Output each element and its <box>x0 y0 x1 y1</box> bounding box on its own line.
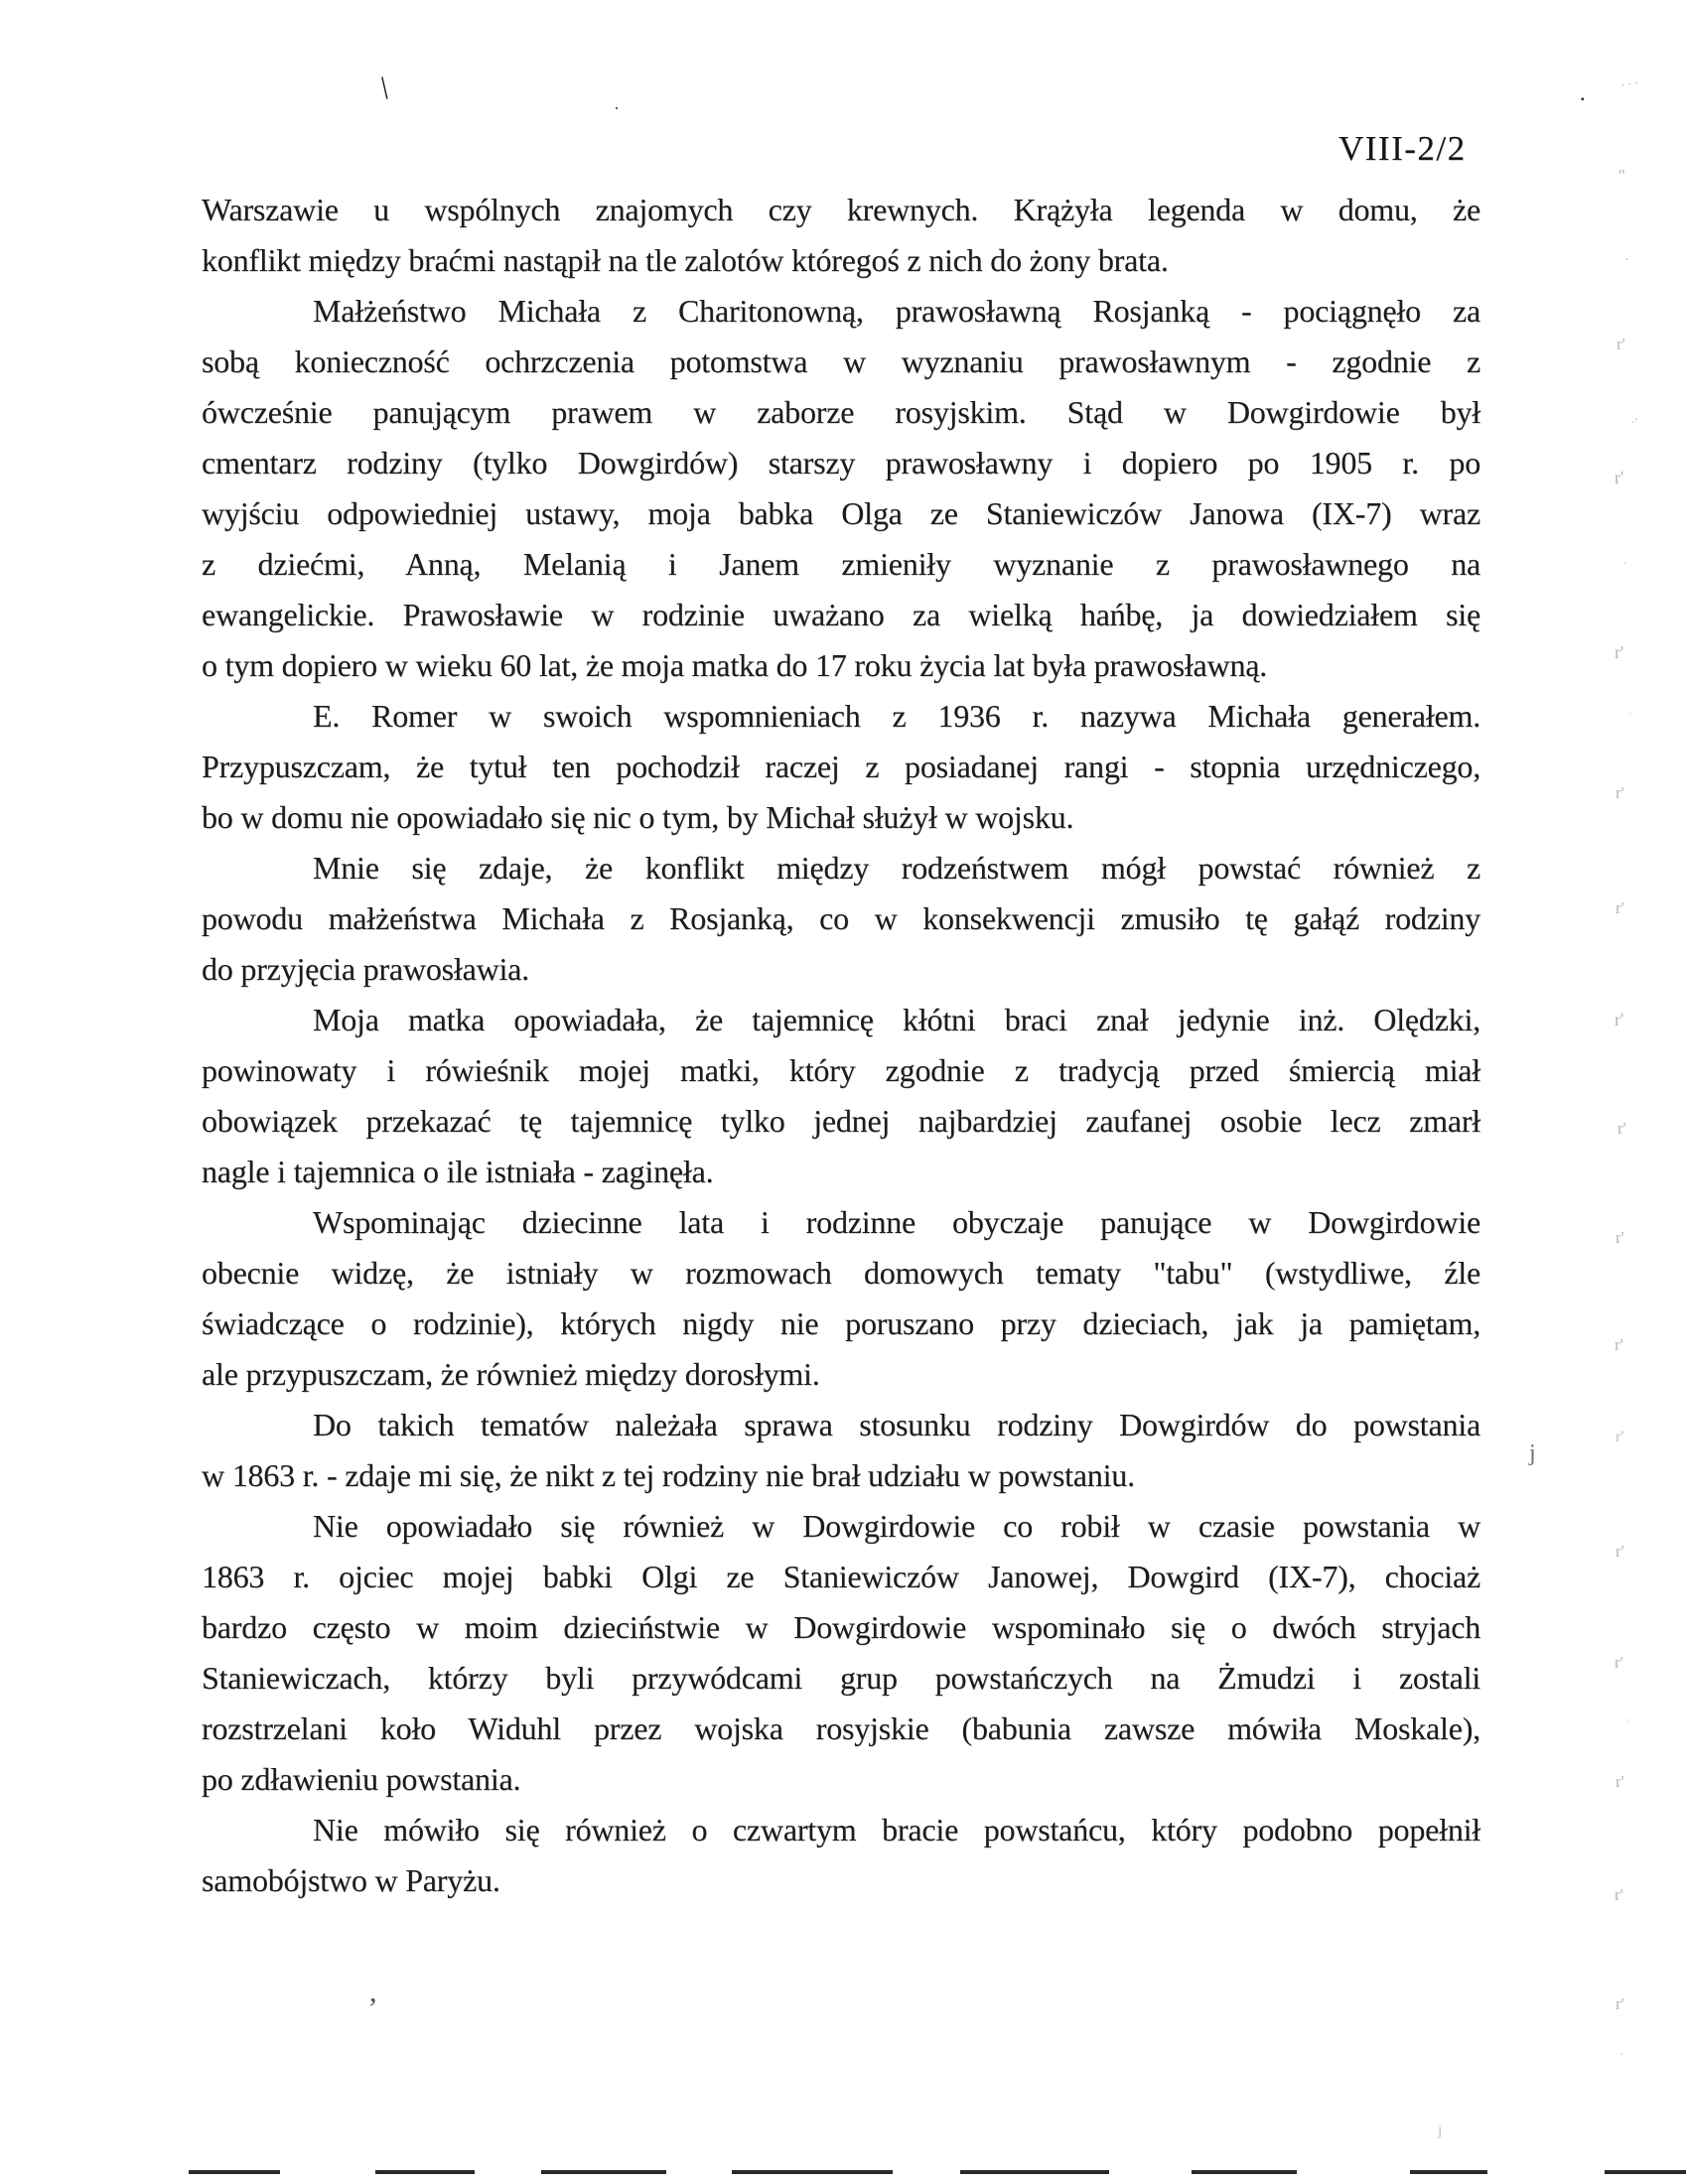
text-line: bo w domu nie opowiadało się nic o tym, by Michał służył w wojsku. <box>202 799 1074 835</box>
text-block <box>202 185 1480 1906</box>
text-line: Przypuszczam, że tytuł ten pochodził raczej z posiadanej rangi - stopnia urzędniczego, <box>202 749 1480 784</box>
text-line: Nie mówiło się również o czwartym bracie powstańcu, który podobno popełnił <box>313 1812 1480 1847</box>
scan-artifact: r' <box>1618 1119 1626 1138</box>
scan-artifact: · <box>1619 2048 1624 2063</box>
scan-artifact: r' <box>1615 1653 1623 1672</box>
paragraph <box>202 843 1480 995</box>
text-line: cmentarz rodziny (tylko Dowgirdów) starszy prawosławny i dopiero po 1905 r. po <box>202 445 1480 480</box>
scan-artifact: r' <box>1616 1542 1624 1561</box>
text-line: z dziećmi, Anną, Melanią i Janem zmieniły wyznanie z prawosławnego na <box>202 546 1480 582</box>
scan-artifact: ·' <box>1630 416 1638 431</box>
scan-artifact: r' <box>1616 1772 1624 1791</box>
scan-artifact: · <box>1628 706 1633 721</box>
text-line: ale przypuszczam, że również między dorosłymi. <box>202 1356 820 1392</box>
scan-artifact: j <box>1438 2123 1443 2139</box>
scan-artifact: r' <box>1617 335 1625 353</box>
paragraph <box>202 185 1480 286</box>
scan-artifact: r' <box>1615 642 1624 662</box>
paragraph <box>202 691 1480 843</box>
scan-artifact: · <box>1624 252 1629 268</box>
text-line: o tym dopiero w wieku 60 lat, że moja matka do 17 roku życia lat była prawosławną. <box>202 647 1268 683</box>
scan-artifact: j <box>1529 1440 1536 1466</box>
scan-artifact: r' <box>1616 783 1624 802</box>
scan-artifact: , <box>369 1976 377 2008</box>
scan-artifact: · <box>614 98 620 118</box>
text-line: powodu małżeństwa Michała z Rosjanką, co w konsekwencji zmusiło tę gałąź rodziny <box>202 900 1480 936</box>
scan-artifact: r' <box>1615 1335 1623 1354</box>
scan-edge-dash <box>732 2170 893 2174</box>
scan-artifact: ▪ <box>1581 94 1585 105</box>
scan-artifact: · <box>1626 1712 1631 1727</box>
paragraph <box>202 1400 1480 1501</box>
scan-artifact: r' <box>1615 1885 1623 1904</box>
scan-edge-dash <box>541 2170 666 2174</box>
text-line: sobą konieczność ochrzczenia potomstwa w wyznaniu prawosławnym - zgodnie z <box>202 343 1480 379</box>
paragraph <box>202 1805 1480 1906</box>
text-line: ewangelickie. Prawosławie w rodzinie uważano za wielką hańbę, ja dowiedziałem się <box>202 597 1480 632</box>
scan-edge-dash <box>1410 2170 1487 2174</box>
text-line: rozstrzelani koło Widuhl przez wojska rosyjskie (babunia zawsze mówiła Moskale), <box>202 1710 1480 1746</box>
scan-edge-dash <box>1192 2170 1297 2174</box>
scan-artifact: r' <box>1615 1010 1624 1029</box>
text-line: obowiązek przekazać tę tajemnicę tylko jednej najbardziej zaufanej osobie lecz zmarł <box>202 1103 1480 1139</box>
text-line: świadczące o rodzinie), których nigdy nie poruszano przy dzieciach, jak ja pamiętam, <box>202 1305 1480 1341</box>
text-line: wyjściu odpowiedniej ustawy, moja babka Olga ze Staniewiczów Janowa (IX-7) wraz <box>202 495 1480 531</box>
text-line: bardzo często w moim dzieciństwie w Dowgirdowie wspominało się o dwóch stryjach <box>202 1609 1480 1645</box>
paragraph <box>202 995 1480 1197</box>
text-line: samobójstwo w Paryżu. <box>202 1862 500 1898</box>
scan-artifact: \ <box>378 68 391 106</box>
scan-artifact: r' <box>1615 468 1624 487</box>
text-line: Do takich tematów należała sprawa stosunku rodziny Dowgirdów do powstania <box>313 1407 1480 1442</box>
scan-edge-dash <box>189 2170 280 2174</box>
page-number-header: VIII-2/2 <box>1338 129 1467 168</box>
scan-artifact: r' <box>1616 1228 1624 1247</box>
text-line: Małżeństwo Michała z Charitonowną, prawosławną Rosjanką - pociągnęło za <box>313 293 1480 329</box>
text-line: Warszawie u wspólnych znajomych czy krewnych. Krążyła legenda w domu, że <box>202 192 1480 227</box>
paragraph <box>202 286 1480 691</box>
scan-artifact: · <box>1622 557 1627 572</box>
scan-edge-dash <box>960 2170 1109 2174</box>
scan-artifact: · ∙ · <box>1619 74 1640 93</box>
text-line: Staniewiczach, którzy byli przywódcami grup powstańczych na Żmudzi i zostali <box>202 1660 1480 1696</box>
text-line: Wspominając dziecinne lata i rodzinne obyczaje panujące w Dowgirdowie <box>313 1204 1480 1240</box>
scan-edge-dash <box>375 2170 475 2174</box>
text-line: ówcześnie panującym prawem w zaborze rosyjskim. Stąd w Dowgirdowie był <box>202 394 1480 430</box>
text-line: do przyjęcia prawosławia. <box>202 951 529 987</box>
text-line: Nie opowiadało się również w Dowgirdowie co robił w czasie powstania w <box>313 1508 1480 1544</box>
scan-edge-dash <box>1605 2170 1686 2174</box>
paragraph <box>202 1501 1480 1805</box>
text-line: E. Romer w swoich wspomnieniach z 1936 r. nazywa Michała generałem. <box>313 698 1480 734</box>
scan-artifact: r' <box>1616 898 1624 917</box>
scan-artifact: r' <box>1616 1994 1624 2013</box>
paragraph <box>202 1197 1480 1400</box>
text-line: 1863 r. ojciec mojej babki Olgi ze Staniewiczów Janowej, Dowgird (IX-7), chociaż <box>202 1559 1480 1594</box>
text-line: konflikt między braćmi nastąpił na tle zalotów któregoś z nich do żony brata. <box>202 242 1169 278</box>
scan-artifact: '' <box>1618 166 1625 186</box>
text-line: w 1863 r. - zdaje mi się, że nikt z tej rodziny nie brał udziału w powstaniu. <box>202 1457 1135 1493</box>
scan-artifact: r' <box>1616 1429 1624 1445</box>
text-line: nagle i tajemnica o ile istniała - zaginęła. <box>202 1154 714 1189</box>
text-line: Moja matka opowiadała, że tajemnicę kłótni braci znał jedynie inż. Olędzki, <box>313 1002 1480 1037</box>
text-line: po zdławieniu powstania. <box>202 1761 521 1797</box>
text-line: obecnie widzę, że istniały w rozmowach domowych tematy "tabu" (wstydliwe, źle <box>202 1255 1480 1291</box>
text-line: powinowaty i rówieśnik mojej matki, który zgodnie z tradycją przed śmiercią miał <box>202 1052 1480 1088</box>
text-line: Mnie się zdaje, że konflikt między rodzeństwem mógł powstać również z <box>313 850 1480 886</box>
